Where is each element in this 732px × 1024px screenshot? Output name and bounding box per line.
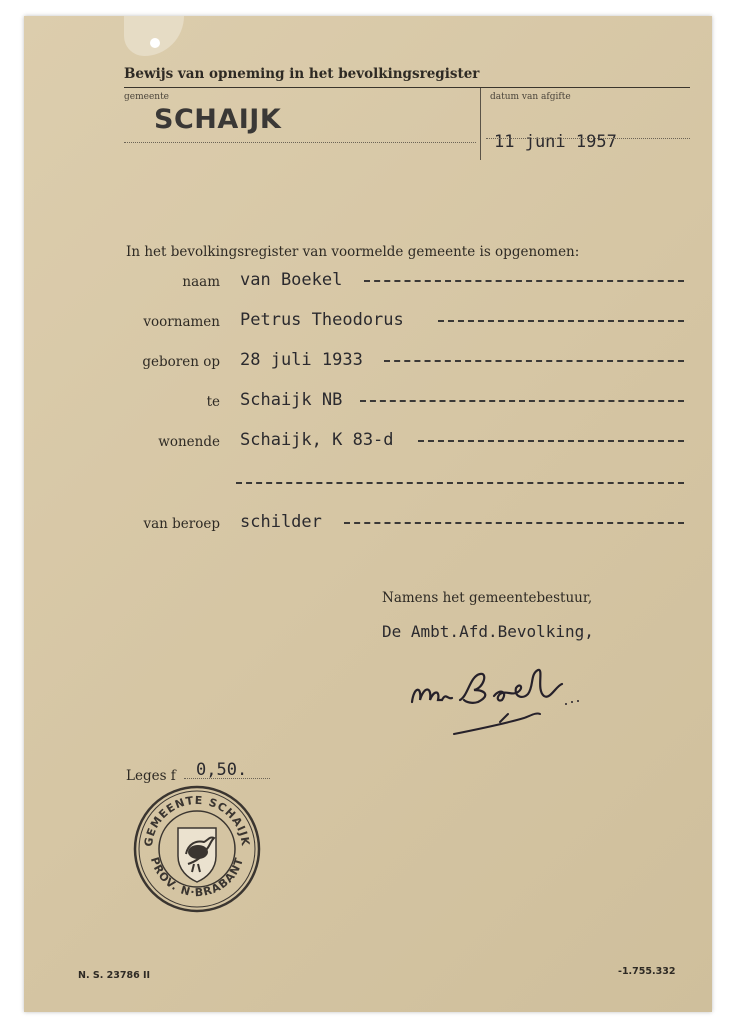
print-number: -1.755.332 bbox=[618, 966, 676, 977]
handwritten-signature bbox=[404, 656, 604, 746]
field-value-name: van Boekel bbox=[240, 270, 343, 290]
document-sheet bbox=[24, 16, 712, 1012]
field-value-birth-place: Schaijk NB bbox=[240, 390, 343, 410]
field-value-first-names: Petrus Theodorus bbox=[240, 310, 404, 330]
field-fill-dashes bbox=[418, 440, 684, 442]
municipality-name: SCHAIJK bbox=[154, 104, 282, 135]
fees-value: 0,50. bbox=[196, 760, 248, 780]
header-rule bbox=[124, 87, 690, 88]
municipal-seal-stamp bbox=[132, 784, 262, 914]
field-label-first-names: voornamen bbox=[143, 314, 220, 330]
field-value-occupation: schilder bbox=[240, 512, 322, 532]
header-divider bbox=[480, 88, 481, 160]
field-value-birth-date: 28 juli 1933 bbox=[240, 350, 363, 370]
form-number: N. S. 23786 II bbox=[78, 970, 151, 981]
field-fill-dashes bbox=[344, 522, 684, 524]
official-title: De Ambt.Afd.Bevolking, bbox=[382, 622, 594, 641]
field-fill-dashes bbox=[384, 360, 684, 362]
field-fill-dashes bbox=[438, 320, 684, 322]
fees-label: Leges f bbox=[126, 768, 176, 784]
punch-hole bbox=[150, 38, 160, 48]
svg-text:GEMEENTE SCHAIJK: GEMEENTE SCHAIJK bbox=[141, 793, 253, 848]
issue-date-value: 11 juni 1957 bbox=[494, 132, 617, 152]
field-label-birth-place: te bbox=[206, 394, 220, 410]
on-behalf-text: Namens het gemeentebestuur, bbox=[382, 590, 593, 606]
issue-date-label: datum van afgifte bbox=[490, 92, 571, 102]
municipality-dotted-line bbox=[124, 142, 476, 143]
field-value-residence: Schaijk, K 83-d bbox=[240, 430, 394, 450]
field-label-occupation: van beroep bbox=[143, 516, 220, 532]
field-fill-dashes bbox=[364, 280, 684, 282]
document-title: Bewijs van opneming in het bevolkingsregister bbox=[124, 66, 480, 82]
field-fill-dashes bbox=[360, 400, 684, 402]
svg-text:PROV. N·BRABANT: PROV. N·BRABANT bbox=[147, 855, 247, 900]
torn-corner bbox=[124, 16, 184, 56]
issue-date-dotted-line bbox=[486, 138, 690, 139]
intro-text: In het bevolkingsregister van voormelde gemeente is opgenomen: bbox=[126, 244, 580, 260]
field-label-birth-date: geboren op bbox=[142, 354, 220, 370]
field-label-name: naam bbox=[182, 274, 220, 290]
field-label-residence: wonende bbox=[158, 434, 220, 450]
fees-dotted-line bbox=[184, 778, 270, 779]
field-fill-dashes-blank bbox=[236, 482, 684, 484]
municipality-label: gemeente bbox=[124, 92, 170, 102]
